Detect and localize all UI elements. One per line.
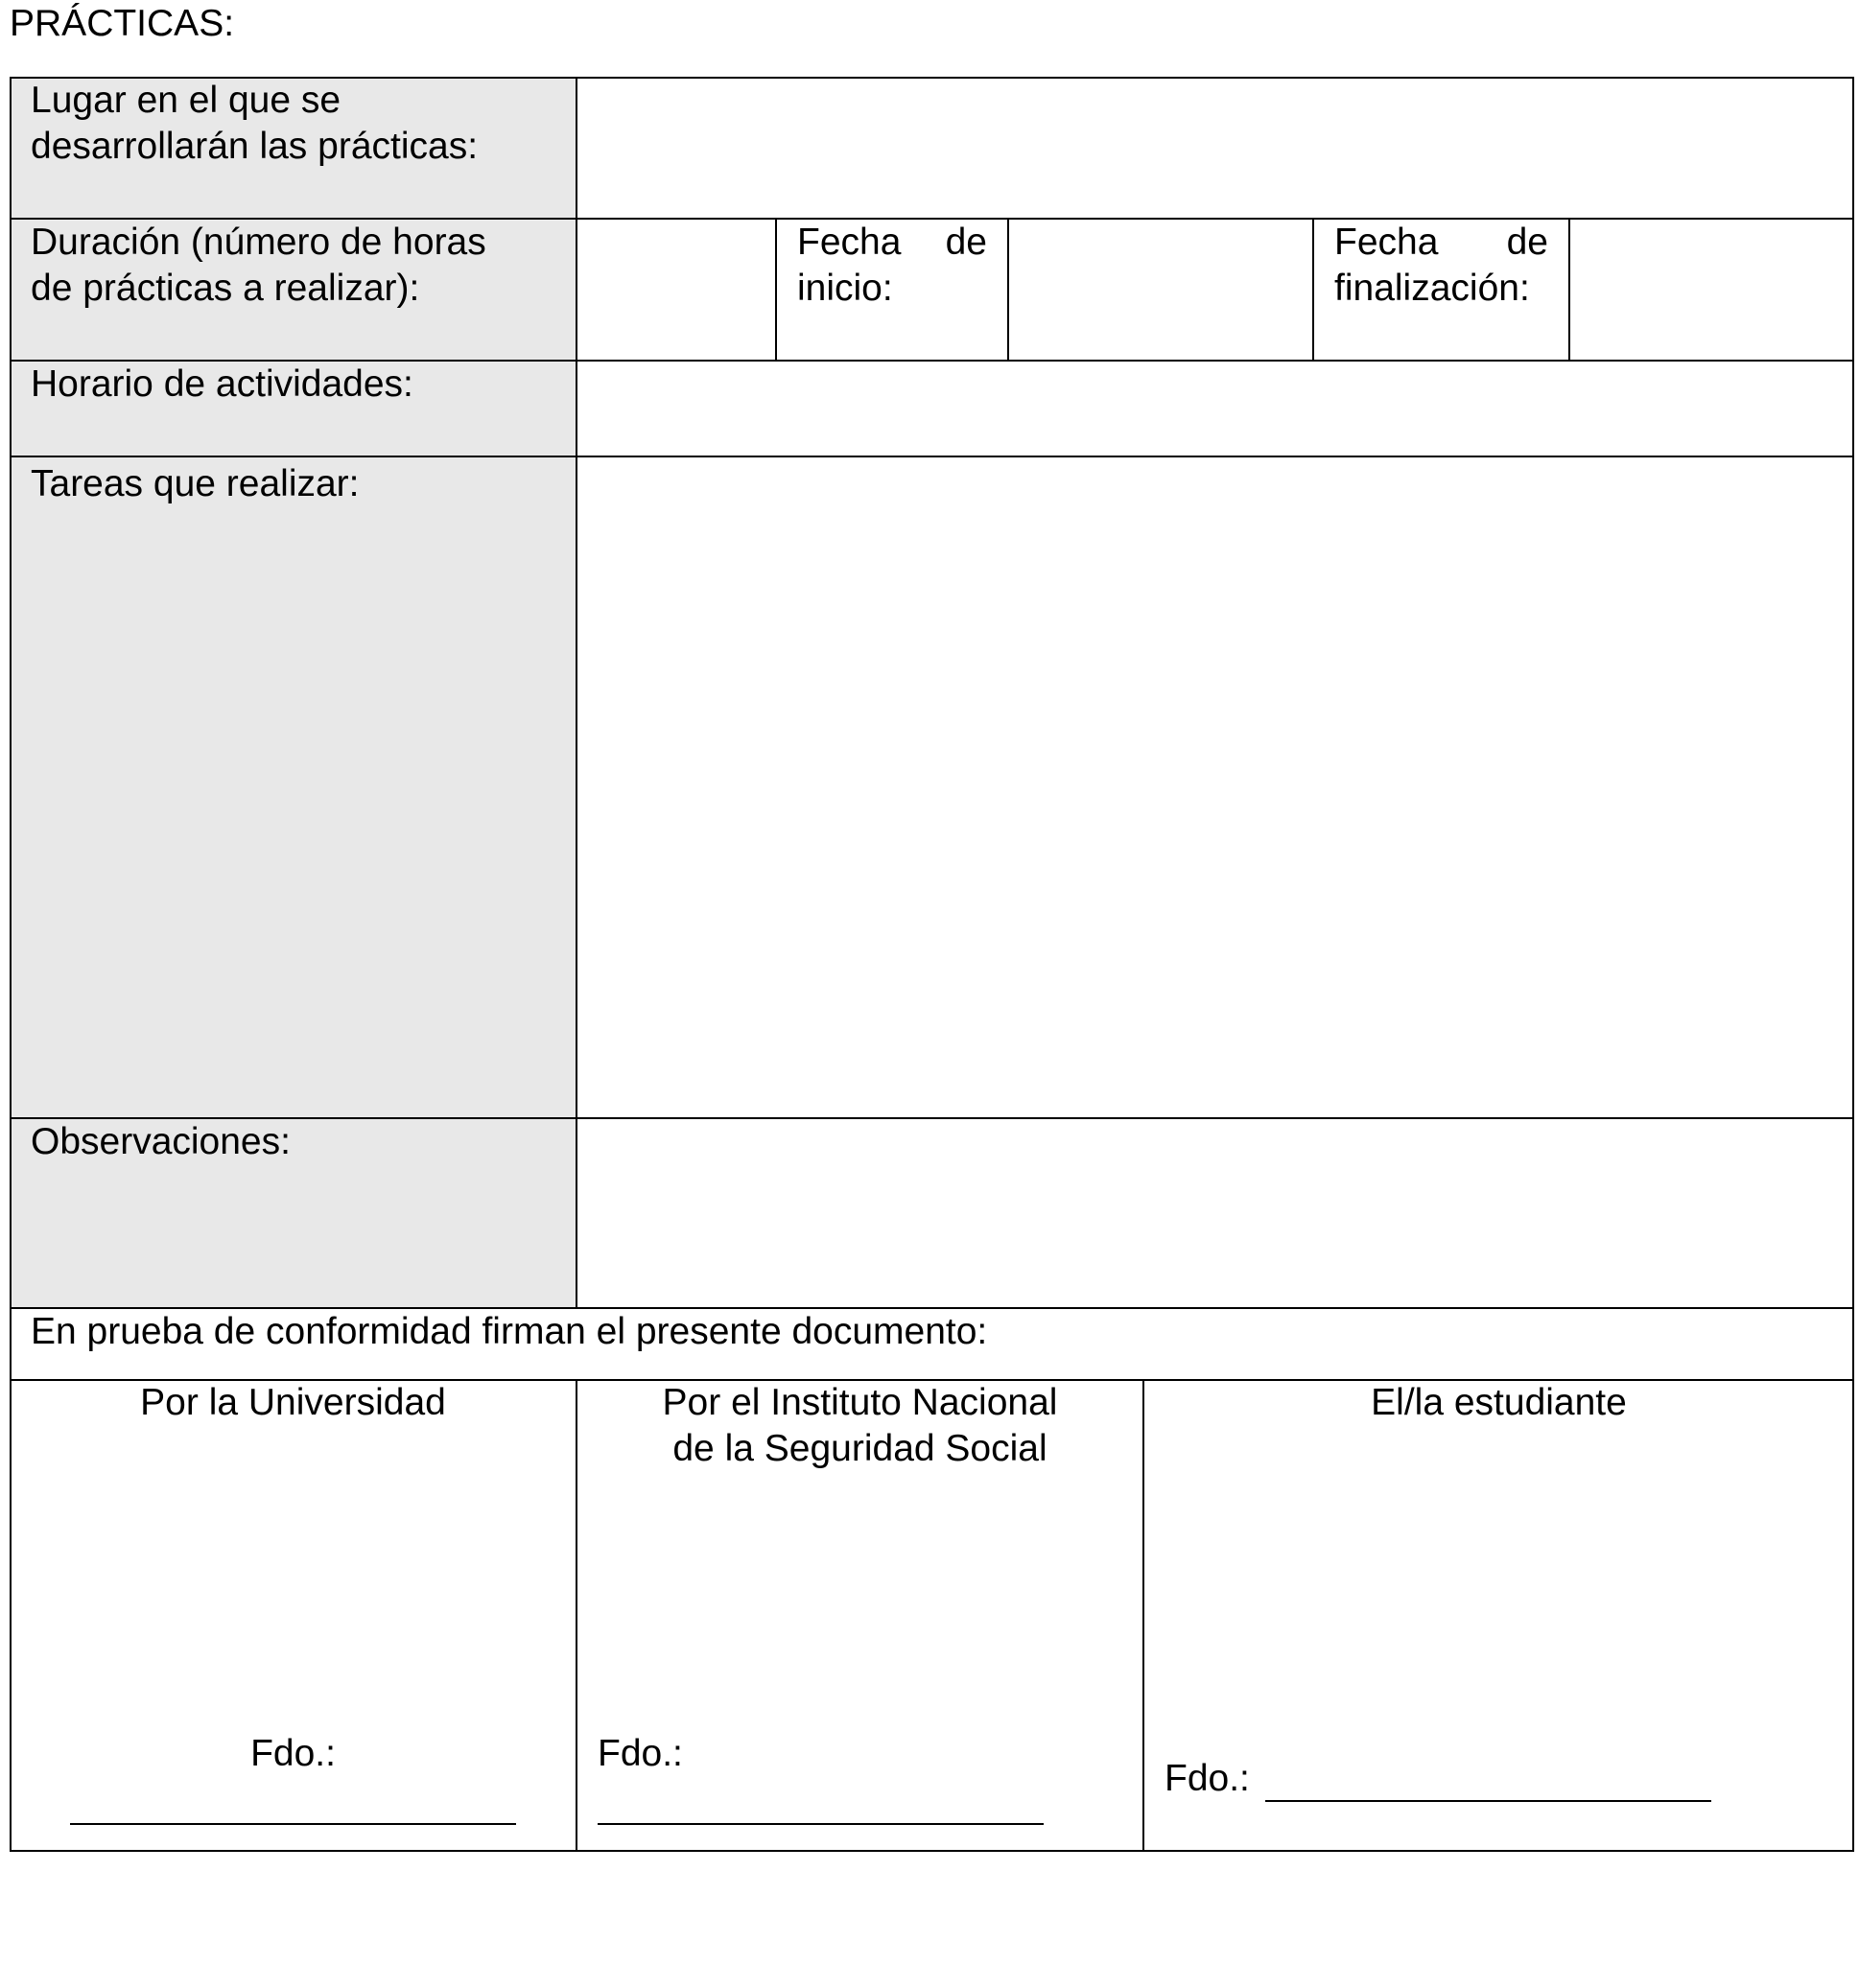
fecha-fin-label-line-2: finalización: <box>1334 268 1530 309</box>
lugar-input-cell[interactable] <box>577 77 1854 219</box>
border-row-2 <box>10 360 1854 362</box>
border-fecha-inicio-left <box>775 219 777 361</box>
fecha-inicio-input-cell[interactable] <box>1008 219 1313 361</box>
conformidad-cell <box>10 1308 1854 1380</box>
duracion-label-line-2: de prácticas a realizar): <box>31 268 420 309</box>
instituto-title <box>577 1380 1143 1472</box>
tareas-label-cell <box>10 456 577 1118</box>
border-label-column <box>576 77 577 1308</box>
horario-input-cell[interactable] <box>577 361 1854 456</box>
border-signature-col-1 <box>576 1380 577 1852</box>
universidad-signature-line[interactable] <box>70 1823 516 1825</box>
practicas-form-table <box>10 77 1854 1852</box>
observaciones-input-cell[interactable] <box>577 1118 1854 1308</box>
border-left <box>10 77 12 1852</box>
border-top <box>10 77 1854 79</box>
fecha-fin-input-cell[interactable] <box>1569 219 1854 361</box>
universidad-title: Por la Universidad <box>140 1382 446 1423</box>
duracion-label-line-1: Duración (número de horas <box>31 222 486 263</box>
lugar-label-line-1: Lugar en el que se <box>31 80 341 121</box>
border-row-4 <box>10 1117 1854 1119</box>
border-fecha-fin-left <box>1312 219 1314 361</box>
border-row-3 <box>10 456 1854 457</box>
border-bottom <box>10 1850 1854 1852</box>
lugar-label-line-2: desarrollarán las prácticas: <box>31 126 479 167</box>
fecha-inicio-label-line-1: Fecha de <box>797 222 987 263</box>
duracion-label-cell <box>10 219 577 361</box>
duracion-input-cell[interactable] <box>577 219 776 361</box>
lugar-label-cell <box>10 77 577 219</box>
fecha-inicio-label-cell <box>776 219 1008 361</box>
border-fecha-inicio-right <box>1007 219 1009 361</box>
observaciones-label-cell <box>10 1118 577 1308</box>
estudiante-signature-cell <box>1143 1380 1854 1852</box>
instituto-title-line-1: Por el Instituto Nacional <box>662 1382 1058 1423</box>
fecha-fin-label-cell <box>1313 219 1569 361</box>
border-row-5 <box>10 1307 1854 1309</box>
universidad-fdo-label: Fdo.: <box>250 1733 336 1774</box>
border-row-6 <box>10 1379 1854 1381</box>
fecha-fin-label-line-1: Fecha de <box>1334 222 1548 263</box>
estudiante-fdo-label: Fdo.: <box>1165 1758 1250 1799</box>
border-signature-col-2 <box>1142 1380 1144 1852</box>
horario-label-cell <box>10 361 577 456</box>
border-row-1 <box>10 218 1854 220</box>
instituto-signature-cell <box>577 1380 1143 1852</box>
instituto-signature-line[interactable] <box>598 1823 1044 1825</box>
border-fecha-fin-right <box>1568 219 1570 361</box>
instituto-title-line-2: de la Seguridad Social <box>672 1428 1047 1469</box>
section-heading: PRÁCTICAS: <box>10 3 235 44</box>
tareas-input-cell[interactable] <box>577 456 1854 1118</box>
fecha-inicio-label-line-2: inicio: <box>797 268 893 309</box>
estudiante-signature-line[interactable] <box>1265 1800 1711 1802</box>
border-right <box>1852 77 1854 1852</box>
tareas-label: Tareas que realizar: <box>31 463 360 504</box>
observaciones-label: Observaciones: <box>31 1121 291 1162</box>
conformidad-text: En prueba de conformidad firman el presente documento: <box>31 1311 988 1352</box>
universidad-signature-cell <box>10 1380 577 1852</box>
horario-label: Horario de actividades: <box>31 363 413 405</box>
estudiante-title: El/la estudiante <box>1371 1382 1627 1423</box>
instituto-fdo-label: Fdo.: <box>598 1733 683 1774</box>
